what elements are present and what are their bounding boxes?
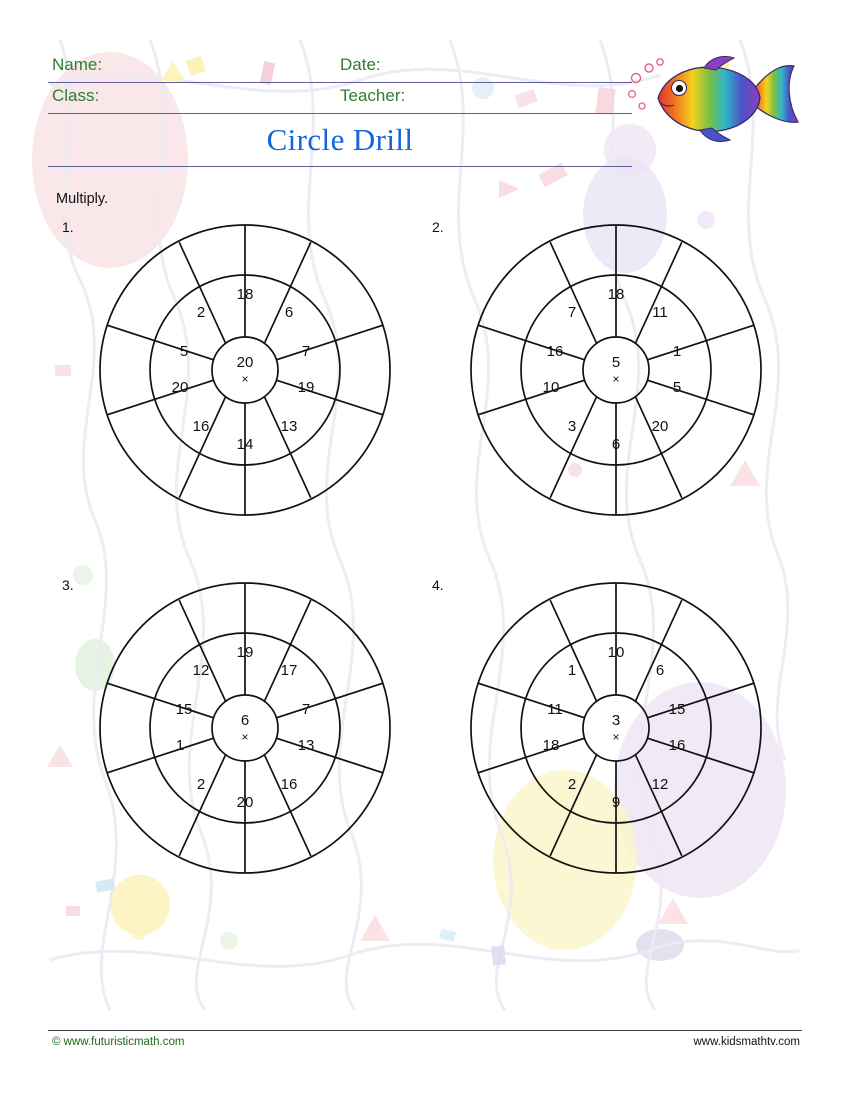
drill-4-center-value: 3 bbox=[611, 711, 621, 729]
title-row bbox=[48, 114, 632, 167]
drill-2-ring-0: 18 bbox=[607, 285, 625, 303]
drill-1-ring-1: 6 bbox=[284, 303, 294, 321]
drill-2-ring-3: 5 bbox=[672, 378, 682, 396]
name-date-row bbox=[48, 52, 632, 83]
drill-4-ring-0: 10 bbox=[607, 643, 625, 661]
class-label: Class: bbox=[52, 86, 100, 105]
name-label: Name: bbox=[52, 55, 103, 74]
page-title: Circle Drill bbox=[266, 122, 414, 157]
worksheet-header bbox=[48, 52, 632, 167]
drill-2-ring-2: 1 bbox=[672, 342, 682, 360]
drill-4-ring-1: 6 bbox=[655, 661, 665, 679]
drill-4-ring-7: 18 bbox=[542, 736, 560, 754]
drill-2-ring-9: 7 bbox=[567, 303, 577, 321]
drill-2-ring-8: 16 bbox=[546, 342, 564, 360]
drill-3-ring-0: 19 bbox=[236, 643, 254, 661]
circle-drill-1 bbox=[95, 220, 395, 520]
drill-3-ring-8: 15 bbox=[175, 700, 193, 718]
drill-4-ring-3: 16 bbox=[668, 736, 686, 754]
instruction-text: Multiply. bbox=[56, 191, 109, 207]
fish-illustration bbox=[622, 52, 802, 144]
drill-3-ring-2: 7 bbox=[301, 700, 311, 718]
drill-3-ring-3: 13 bbox=[297, 736, 315, 754]
drill-4-ring-6: 2 bbox=[567, 775, 577, 793]
drill-4-ring-5: 9 bbox=[611, 793, 621, 811]
drill-1-ring-6: 16 bbox=[192, 417, 210, 435]
drill-1-center-value: 20 bbox=[236, 353, 254, 371]
drill-1-ring-3: 19 bbox=[297, 378, 315, 396]
drill-1-ring-8: 5 bbox=[179, 342, 189, 360]
drill-4-operator: × bbox=[612, 730, 620, 745]
problem-number-1: 1. bbox=[62, 219, 74, 235]
drill-3-ring-7: 1 bbox=[175, 736, 185, 754]
drill-3-ring-9: 12 bbox=[192, 661, 210, 679]
drill-1-ring-4: 13 bbox=[280, 417, 298, 435]
drill-4-ring-2: 15 bbox=[668, 700, 686, 718]
date-label: Date: bbox=[340, 55, 381, 74]
teacher-label: Teacher: bbox=[340, 86, 406, 105]
drill-1-ring-0: 18 bbox=[236, 285, 254, 303]
drill-1-ring-2: 7 bbox=[301, 342, 311, 360]
circle-drill-4 bbox=[466, 578, 766, 878]
circle-drill-3 bbox=[95, 578, 395, 878]
drill-4-ring-4: 12 bbox=[651, 775, 669, 793]
drill-3-ring-5: 20 bbox=[236, 793, 254, 811]
drill-4-ring-9: 1 bbox=[567, 661, 577, 679]
drill-1-operator: × bbox=[241, 372, 249, 387]
drill-2-ring-6: 3 bbox=[567, 417, 577, 435]
page-footer bbox=[48, 1030, 802, 1055]
drill-3-ring-1: 17 bbox=[280, 661, 298, 679]
problem-number-2: 2. bbox=[432, 219, 444, 235]
drill-2-ring-5: 6 bbox=[611, 435, 621, 453]
class-teacher-row bbox=[48, 83, 632, 114]
drill-2-center-value: 5 bbox=[611, 353, 621, 371]
footer-website: www.kidsmathtv.com bbox=[693, 1036, 800, 1048]
drill-3-ring-6: 2 bbox=[196, 775, 206, 793]
problem-number-3: 3. bbox=[62, 577, 74, 593]
drill-1-ring-5: 14 bbox=[236, 435, 254, 453]
drill-2-ring-4: 20 bbox=[651, 417, 669, 435]
bubbles-icon bbox=[629, 59, 664, 109]
drill-4-ring-8: 11 bbox=[547, 700, 563, 718]
drill-1-ring-9: 2 bbox=[196, 303, 206, 321]
drill-3-center-value: 6 bbox=[240, 711, 250, 729]
circle-drill-2 bbox=[466, 220, 766, 520]
drill-2-operator: × bbox=[612, 372, 620, 387]
drill-3-ring-4: 16 bbox=[280, 775, 298, 793]
footer-copyright: © www.futuristicmath.com bbox=[52, 1036, 185, 1048]
drill-2-ring-7: 10 bbox=[542, 378, 560, 396]
drill-1-ring-7: 20 bbox=[171, 378, 189, 396]
drill-2-ring-1: 11 bbox=[652, 303, 668, 321]
problem-number-4: 4. bbox=[432, 577, 444, 593]
drill-3-operator: × bbox=[241, 730, 249, 745]
